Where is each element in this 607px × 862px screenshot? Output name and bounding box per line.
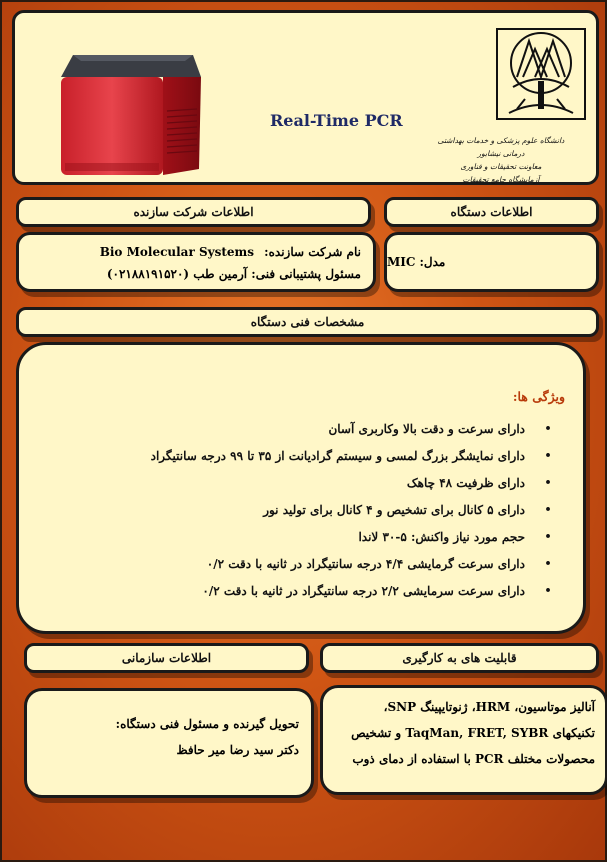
capabilities-header: قابلیت های به کارگیری	[320, 643, 599, 673]
support-line: مسئول پشتیبانی فنی: آرمین طب (۰۲۱۸۸۱۹۱۵۲۰)	[106, 267, 361, 281]
receiver-label: تحویل گیرنده و مسئول فنی دستگاه:	[115, 717, 299, 731]
model-label: مدل:	[419, 255, 446, 269]
feature-item: • دارای ظرفیت ۴۸ چاهک	[35, 469, 555, 496]
model-box	[384, 232, 599, 292]
org-info-header: اطلاعات سازمانی	[24, 643, 309, 673]
feature-item: • دارای سرعت گرمایشی ۴/۴ درجه سانتیگراد در ثانیه با دقت ۰/۲	[35, 550, 555, 577]
capability-line: محصولات مختلف PCR با استفاده از دمای ذوب	[352, 752, 595, 766]
feature-item: • دارای سرعت سرمایشی ۲/۲ درجه سانتیگراد در ثانیه با دقت ۰/۲	[35, 577, 555, 604]
bullet-icon: •	[544, 530, 552, 543]
logo-line-3: آزمایشگاه جامع تحقیقات	[462, 175, 540, 184]
header-panel	[12, 10, 599, 185]
bullet-icon: •	[544, 449, 552, 462]
bullet-icon: •	[544, 584, 552, 597]
bullet-icon: •	[544, 476, 552, 489]
capability-line: تکنیکهای TaqMan, FRET, SYBR و تشخیص	[351, 726, 595, 740]
feature-item: • دارای سرعت و دقت بالا وکاربری آسان	[35, 415, 555, 442]
device-title: Real-Time PCR	[270, 111, 403, 130]
capabilities-box	[320, 685, 607, 795]
logo-caption	[426, 134, 576, 186]
specs-header: مشخصات فنی دستگاه	[16, 307, 599, 337]
capability-line: آنالیز موتاسیون، HRM، ژنوتایپینگ SNP،	[383, 700, 595, 714]
features-heading: ویژگی ها:	[512, 389, 565, 404]
receiver-name: دکتر سید رضا میر حافظ	[176, 743, 299, 757]
pcr-device-image	[53, 51, 203, 179]
bullet-icon: •	[544, 422, 552, 435]
feature-item: • حجم مورد نیاز واکنش: ۵-۳۰ لاندا	[35, 523, 555, 550]
feature-item: • دارای نمایشگر بزرگ لمسی و سیستم گرادیانت از ۳۵ تا ۹۹ درجه سانتیگراد	[35, 442, 555, 469]
logo-line-1: دانشگاه علوم پزشکی و خدمات بهداشتی درمانی نیشابور	[437, 136, 565, 158]
maker-value: Bio Molecular Systems	[99, 245, 254, 259]
university-logo	[495, 27, 587, 127]
bullet-icon: •	[544, 503, 552, 516]
specs-box	[16, 342, 586, 634]
maker-line	[19, 241, 361, 263]
company-info-header: اطلاعات شرکت سازنده	[16, 197, 371, 227]
bullet-icon: •	[544, 557, 552, 570]
features-list	[35, 415, 555, 604]
org-box	[24, 688, 314, 798]
device-info-header: اطلاعات دستگاه	[384, 197, 599, 227]
feature-item: • دارای ۵ کانال برای تشخیص و ۴ کانال برای تولید نور	[35, 496, 555, 523]
model-value: MIC	[387, 255, 416, 269]
company-box	[16, 232, 376, 292]
logo-line-2: معاونت تحقیقات و فناوری	[460, 162, 542, 171]
maker-label: نام شرکت سازنده:	[264, 245, 361, 259]
